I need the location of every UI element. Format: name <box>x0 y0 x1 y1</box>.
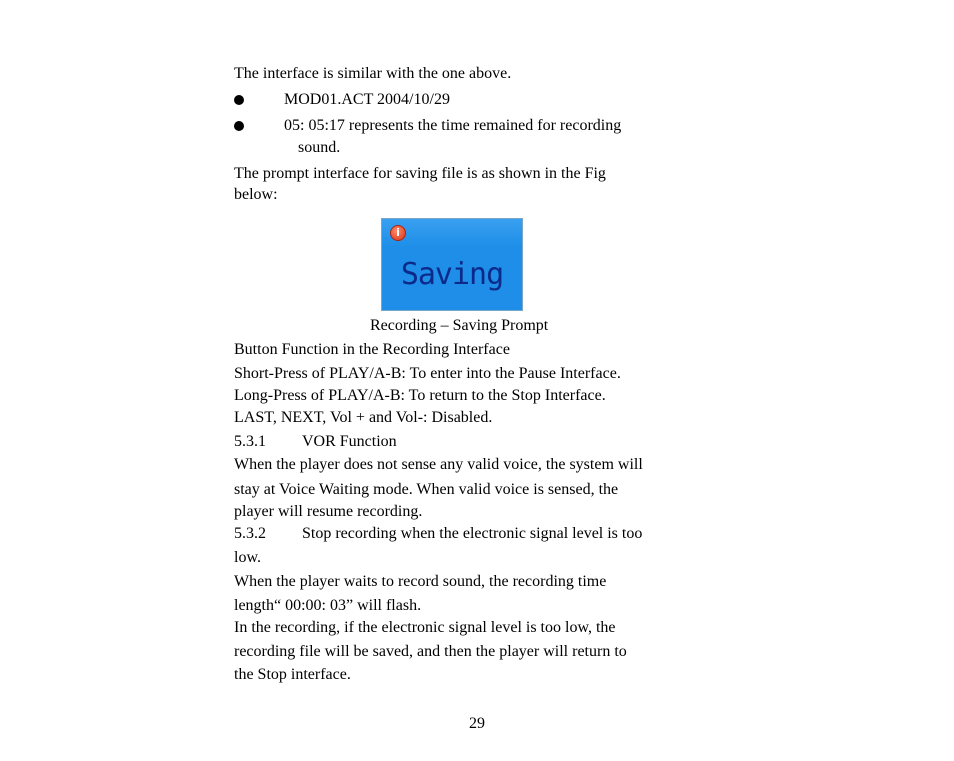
section-number: 5.3.2 <box>234 525 266 542</box>
section-body-line: recording file will be saved, and then the player will return to <box>234 643 627 660</box>
intro-text: The interface is similar with the one above. <box>234 65 512 82</box>
section-body-line: stay at Voice Waiting mode. When valid voice is sensed, the <box>234 481 619 498</box>
prompt-paragraph-line-2: below: <box>234 186 278 203</box>
prompt-paragraph-line-1: The prompt interface for saving file is as shown in the Fig <box>234 165 606 182</box>
button-function-line: LAST, NEXT, Vol + and Vol-: Disabled. <box>234 409 493 426</box>
button-function-heading: Button Function in the Recording Interface <box>234 341 510 358</box>
section-body-line: length“ 00:00: 03” will flash. <box>234 597 422 614</box>
bullet-item-2-cont: sound. <box>298 139 341 156</box>
saving-label: Saving <box>400 257 504 292</box>
button-function-line: Short-Press of PLAY/A-B: To enter into the Pause Interface. <box>234 365 621 382</box>
bullet-icon <box>234 121 244 131</box>
page-number: 29 <box>469 715 485 732</box>
section-title-cont: low. <box>234 549 261 566</box>
button-function-line: Long-Press of PLAY/A-B: To return to the Stop Interface. <box>234 387 606 404</box>
saving-prompt-figure <box>381 218 523 311</box>
section-number: 5.3.1 <box>234 433 266 450</box>
section-body-line: When the player waits to record sound, the recording time <box>234 573 607 590</box>
section-body-line: player will resume recording. <box>234 503 423 520</box>
bullet-item-2: 05: 05:17 represents the time remained for recording <box>284 117 622 134</box>
section-body-line: When the player does not sense any valid voice, the system will <box>234 456 643 473</box>
section-title: VOR Function <box>302 433 397 450</box>
bullet-item-1: MOD01.ACT 2004/10/29 <box>284 91 450 108</box>
section-title: Stop recording when the electronic signal level is too <box>302 525 643 542</box>
section-body-line: the Stop interface. <box>234 666 351 683</box>
bullet-icon <box>234 95 244 105</box>
figure-caption: Recording – Saving Prompt <box>370 317 549 334</box>
info-icon: i <box>390 225 406 241</box>
section-body-line: In the recording, if the electronic signal level is too low, the <box>234 619 616 636</box>
